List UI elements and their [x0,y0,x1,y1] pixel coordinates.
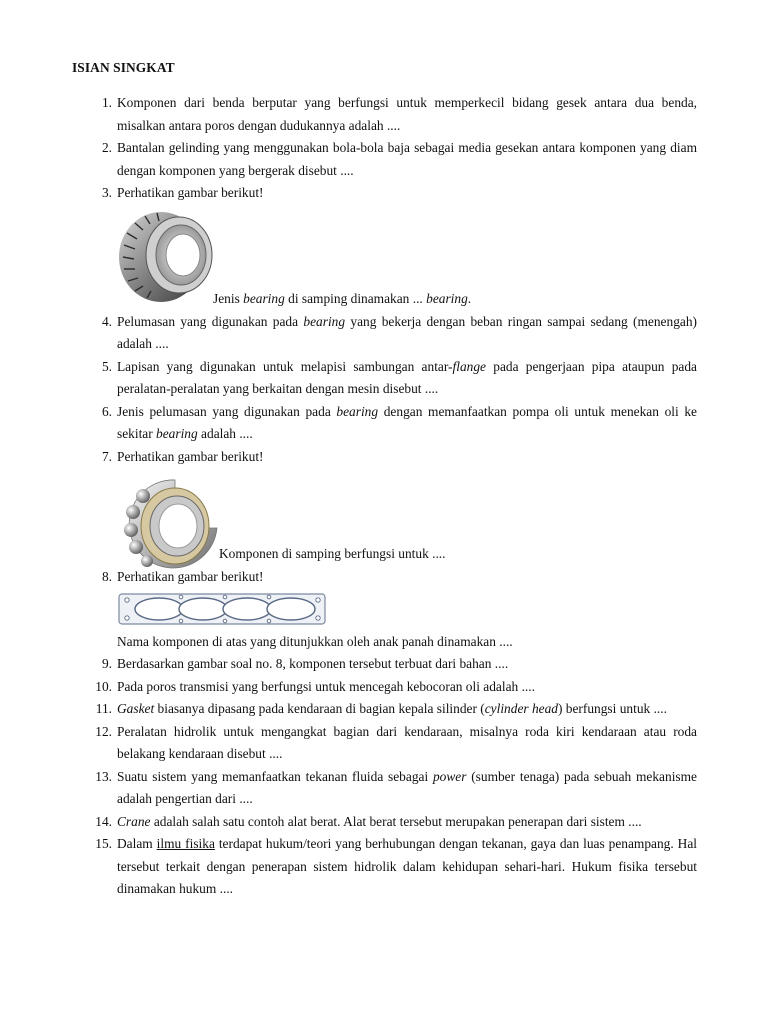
question-3 [72,182,697,311]
question-text: Berdasarkan gambar soal no. 8, komponen tersebut terbuat dari bahan .... [117,656,509,671]
question-number: 10. [95,678,112,694]
figure-q8-caption: Nama komponen di atas yang ditunjukkan oleh anak panah dinamakan .... [117,633,513,649]
question-text: Pelumasan yang digunakan pada bearing yang bekerja dengan beban ringan sampai sedang (menengah) adalah .... [117,313,697,351]
question-2 [72,137,697,182]
question-8 [72,566,697,653]
figure-q3 [117,205,697,311]
question-text: Crane adalah salah satu contoh alat berat. Alat berat tersebut merupakan penerapan dari sistem .... [117,813,642,829]
question-number: 9. [101,656,112,671]
section-title: ISIAN SINGKAT [72,60,175,75]
question-text: Suatu sistem yang memanfaatkan tekanan fluida sebagai power (sumber tenaga) pada sebuah mekanisme adalah pengertian dari .... [117,768,697,806]
question-11 [72,698,697,721]
question-number: 3. [101,185,112,200]
question-number: 13. [95,768,112,784]
question-number: 2. [101,140,112,155]
question-text: Dalam ilmu fisika terdapat hukum/teori yang berhubungan dengan tekanan, gaya dan luas penampang. Hal tersebut terkait dengan penerapan sistem hidrolik dalam kehidupan sehari-hari. Hukum fisika tersebut dinamakan hukum .... [117,836,697,896]
question-text: Pada poros transmisi yang berfungsi untuk mencegah kebocoran oli adalah .... [117,678,535,694]
question-text: Peralatan hidrolik untuk mengangkat bagian dari kendaraan, misalnya roda kiri kendaraan atau roda belakang kendaraan disebut .... [117,723,697,761]
question-13 [72,766,697,811]
question-text: Perhatikan gambar berikut! [117,569,264,584]
question-9 [72,653,697,676]
question-text: Perhatikan gambar berikut! [117,448,264,464]
figure-q3-caption: Jenis bearing di samping dinamakan ... bearing. [213,290,472,306]
question-1 [72,92,697,137]
question-number: 12. [95,723,112,739]
question-10 [72,676,697,699]
question-text: Bantalan gelinding yang menggunakan bola-bola baja sebagai media gesekan antara komponen yang diam dengan komponen yang bergerak disebut .... [117,140,697,178]
question-list [72,92,697,901]
question-number: 14. [95,813,112,829]
angular-contact-ball-bearing-image [117,476,221,572]
question-15 [72,833,697,901]
question-12 [72,721,697,766]
question-number: 15. [95,836,112,851]
figure-q8 [117,589,697,631]
question-number: 11. [95,701,112,716]
question-14 [72,811,697,834]
tapered-roller-bearing-image [117,209,217,305]
question-number: 5. [101,358,112,374]
question-number: 7. [101,448,112,464]
question-number: 1. [101,95,112,110]
question-text: Gasket biasanya dipasang pada kendaraan di bagian kepala silinder (cylinder head) berfungsi untuk .... [117,701,667,716]
question-number: 4. [101,313,112,329]
question-text: Perhatikan gambar berikut! [117,185,264,200]
cylinder-head-gasket-image [117,591,329,627]
question-number: 8. [101,569,112,584]
ilmu-fisika-link[interactable]: ilmu fisika [156,836,215,851]
question-text: Jenis pelumasan yang digunakan pada bearing dengan memanfaatkan pompa oli untuk menekan oli ke sekitar bearing adalah .... [117,403,698,441]
question-5 [72,356,697,401]
question-number: 6. [101,403,112,419]
figure-q7 [117,468,697,566]
question-text: Lapisan yang digunakan untuk melapisi sambungan antar-flange pada pengerjaan pipa ataupun pada peralatan-peralatan yang berkaitan dengan mesin disebut .... [117,358,697,396]
question-4 [72,311,697,356]
question-text: Komponen dari benda berputar yang berfungsi untuk memperkecil bidang gesek antara dua benda, misalkan antara poros dengan dudukannya adalah .... [117,95,697,133]
question-7 [72,446,697,567]
figure-q7-caption: Komponen di samping berfungsi untuk .... [219,546,446,561]
question-6 [72,401,697,446]
